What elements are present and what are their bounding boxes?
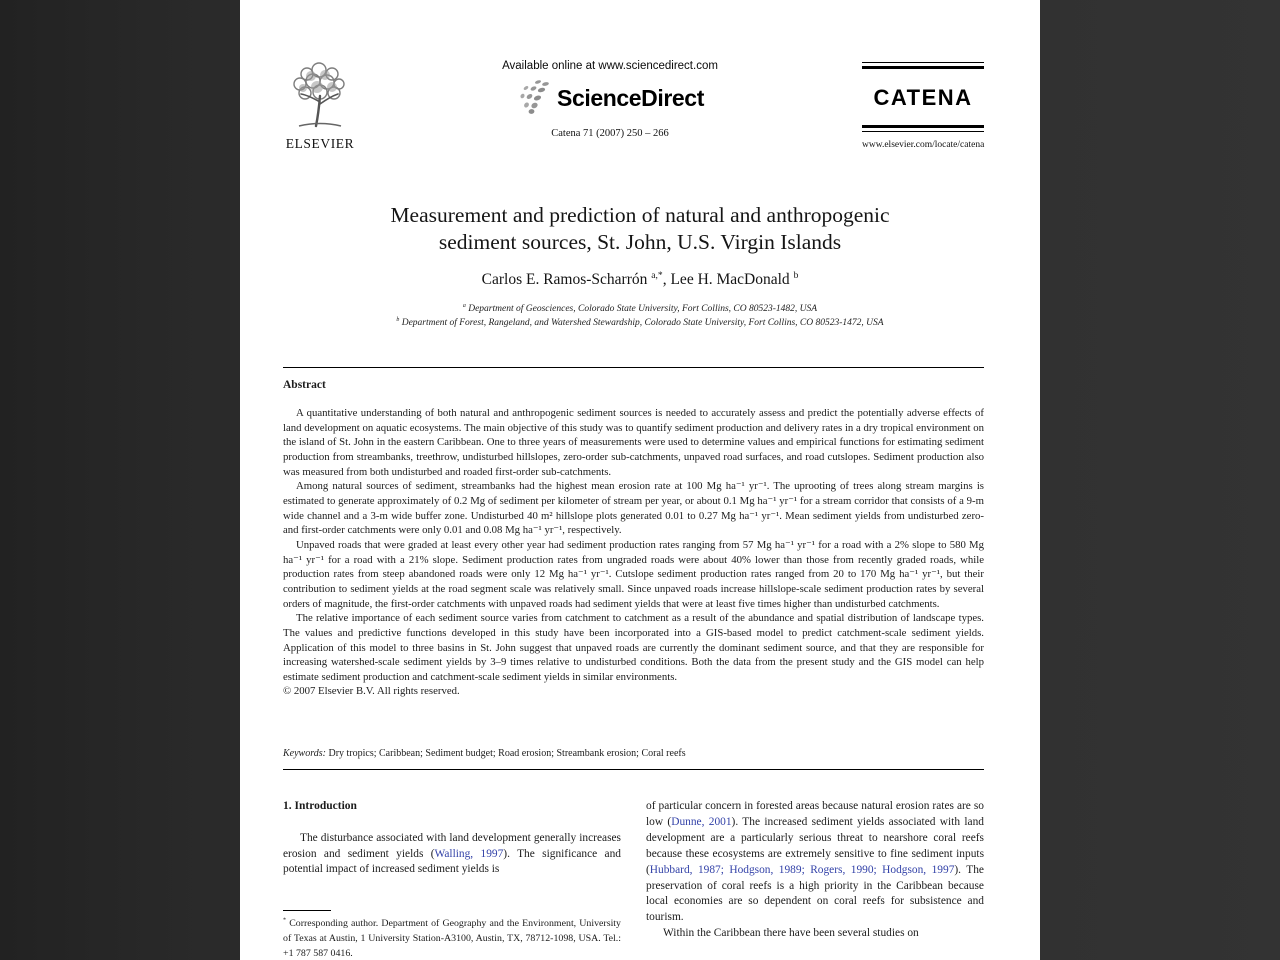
- abstract-body: [283, 406, 984, 699]
- article-title: [240, 202, 1040, 255]
- sciencedirect-dots-icon: [516, 78, 554, 119]
- intro-paragraph: The disturbance associated with land development generally increases erosion and sediment yields (Walling, 1997). The significance and potential impact of increased sediment yields is: [283, 832, 621, 876]
- abstract-paragraph-3: Unpaved roads that were graded at least every other year had sediment production rates ranging from 57 Mg ha⁻¹ yr⁻¹ for a road with a 2% slope to 580 Mg ha⁻¹ yr⁻¹ for a road with a 21% slope. Sediment production rates from ungraded roads were about 40% lower than those from recently graded roads, while production rates from steep abandoned roads were only 12 Mg ha⁻¹ yr⁻¹. Cutslope sediment production rates ranged from 20 to 170 Mg ha⁻¹ yr⁻¹, but their contribution to sediment yields at the road segment scale was relatively small. Since unpaved roads increase hillslope-scale sediment production rates by several orders of magnitude, the first-order catchments with unpaved roads had sediment yields that were at least five times higher than undisturbed catchments.: [283, 538, 984, 610]
- right-column-paragraph-1: of particular concern in forested areas because natural erosion rates are so low (Dunne, 2001). The increased sediment yields associated with land development are a particularly serious threat to nearshore coral reefs because these ecosystems are extremely sensitive to fine sediment inputs (Hubbard, 1987; Hodgson, 1989; Rogers, 1990; Hodgson, 1997). The preservation of coral reefs is a high priority in the Caribbean because local economies are so dependent on coral reefs for subsistence and tourism.: [646, 800, 984, 924]
- citation-link[interactable]: Walling, 1997: [434, 847, 504, 860]
- sciencedirect-logo-text: ScienceDirect: [557, 85, 704, 111]
- available-online-text: Available online at www.sciencedirect.com: [502, 60, 718, 72]
- elsevier-tree-icon: [287, 117, 353, 134]
- left-column: [283, 831, 621, 878]
- citation-link[interactable]: Dunne, 2001: [671, 815, 732, 828]
- right-column: [646, 799, 984, 942]
- copyright-line: © 2007 Elsevier B.V. All rights reserved.: [283, 685, 460, 698]
- abstract-paragraph-4: The relative importance of each sediment source varies from catchment to catchment as a result of the abundance and spatial distribution of landscape types. The values and predictive functions developed in this study have been incorporated into a GIS-based model to predict catchment-scale sediment yields. Application of this model to three basins in St. John suggest that unpaved roads are currently the dominant sediment source, and that they are responsible for increasing watershed-scale sediment yields by 3–9 times relative to undisturbed conditions. Both the data from the present study and the GIS model can help estimate sediment production and catchment-scale sediment yields in similar environments.: [283, 612, 984, 683]
- abstract-paragraph-1: A quantitative understanding of both natural and anthropogenic sediment sources is needed to accurately assess and predict the potentially adverse effects of land development on aquatic ecosystems. The main objective of this study was to quantify sediment production and delivery rates in a dry tropical environment on the island of St. John in the eastern Caribbean. One to three years of measurements were used to determine values and empirical functions for estimating sediment production from streambanks, treethrow, undisturbed hillslopes, zero-order sub-catchments, unpaved road surfaces, and road cutslopes. Sediment production also was measured from both undisturbed and roaded first-order sub-catchments.: [283, 407, 984, 478]
- section-rule-bottom: [283, 769, 984, 770]
- right-column-paragraph-2: Within the Caribbean there have been several studies on: [663, 927, 919, 940]
- catena-rule-bottom: [862, 125, 984, 132]
- footnote: [283, 910, 621, 960]
- catena-rule-top: [862, 62, 984, 69]
- elsevier-logo: [280, 62, 360, 152]
- header-center: [390, 60, 830, 139]
- article-title-line2: sediment sources, St. John, U.S. Virgin Islands: [438, 229, 842, 254]
- journal-url-text: www.elsevier.com/locate/catena: [862, 140, 985, 150]
- affiliation-line-b: $^b$ Department of Forest, Rangeland, and Watershed Stewardship, Colorado State University, Fort Collins, CO 80523-1472, USA: [396, 316, 884, 328]
- footnote-text: * Corresponding author. Department of Geography and the Environment, University of Texas at Austin, 1 University Station-A3100, Austin, TX, 78712-1098, USA. Tel.: +1 787 587 0416.: [283, 917, 621, 959]
- citation-link[interactable]: Hubbard, 1987; Hodgson, 1989; Rogers, 1990; Hodgson, 1997: [649, 863, 955, 876]
- footnote-rule: [283, 910, 331, 911]
- journal-citation: Catena 71 (2007) 250 – 266: [551, 128, 669, 139]
- article-title-line1: Measurement and prediction of natural and anthropogenic: [390, 203, 890, 227]
- affiliation-line-a: $^a$ Department of Geosciences, Colorado State University, Fort Collins, CO 80523-1482, USA: [462, 302, 818, 314]
- elsevier-logo-text: ELSEVIER: [285, 136, 355, 151]
- catena-logo-text: CATENA: [873, 85, 973, 110]
- journal-page: [240, 0, 1040, 960]
- section-rule-top: [283, 367, 984, 368]
- intro-heading: 1. Introduction: [283, 800, 357, 812]
- sciencedirect-logo: [516, 78, 704, 119]
- keywords-line: Keywords: Dry tropics; Caribbean; Sediment budget; Road erosion; Streambank erosion; Coral reefs: [283, 748, 686, 759]
- catena-logo: [862, 62, 984, 150]
- abstract-heading: Abstract: [283, 379, 326, 391]
- affiliations: [240, 303, 1040, 330]
- abstract-paragraph-2: Among natural sources of sediment, streambanks had the highest mean erosion rate at 100 Mg ha⁻¹ yr⁻¹. The uprooting of trees along stream margins is estimated to generate approximately of 0.2 Mg of sediment per kilometer of stream per year, or about 0.1 Mg ha⁻¹ yr⁻¹ for a stream corridor that consists of a 9-m wide channel and a 3-m wide buffer zone. Undisturbed 40 m² hillslope plots generated 0.01 to 0.27 Mg ha⁻¹ yr⁻¹. Mean sediment yields from undisturbed zero- and first-order catchments were only 0.01 and 0.08 Mg ha⁻¹ yr⁻¹, respectively.: [283, 480, 984, 537]
- authors-line: Carlos E. Ramos-Scharrón $^{a,*}$, Lee H. MacDonald $^b$: [481, 269, 799, 288]
